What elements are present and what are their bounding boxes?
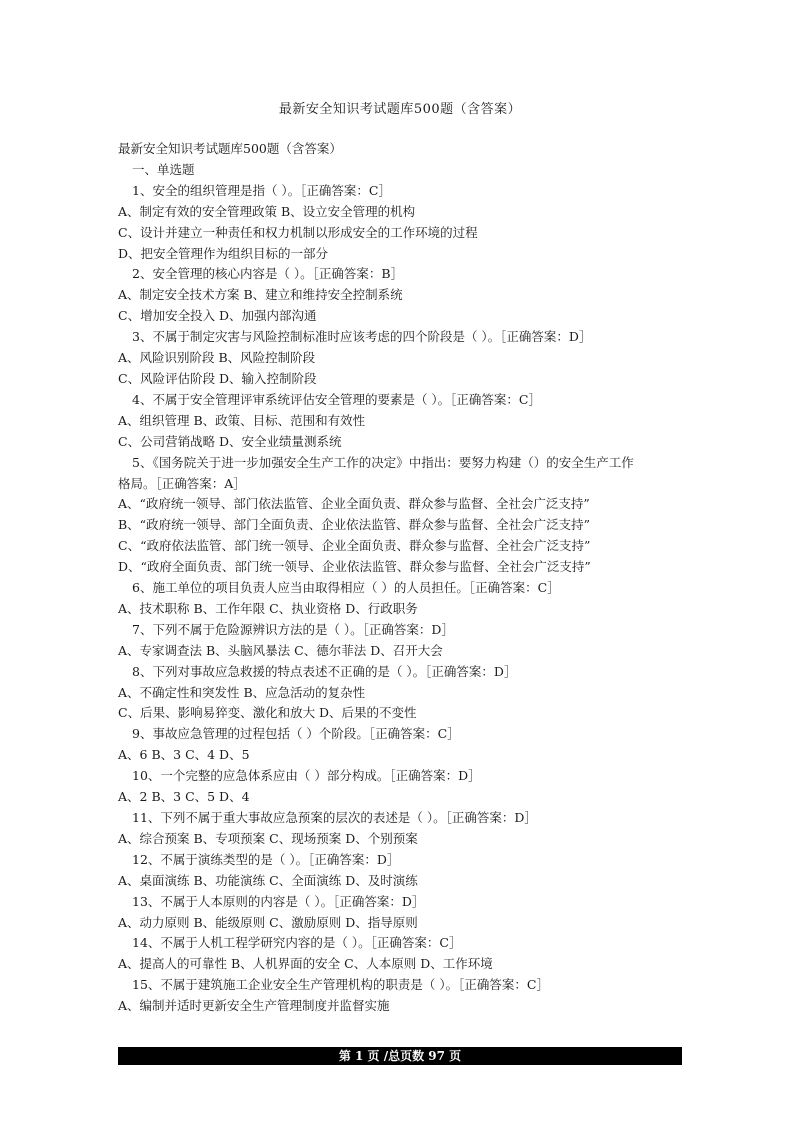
question-line: 9、事故应急管理的过程包括（ ）个阶段。［正确答案：C］ <box>132 726 460 742</box>
page-number-label: 第 1 页 /总页数 97 页 <box>338 1049 462 1063</box>
option-line: A、专家调查法 B、头脑风暴法 C、德尔菲法 D、召开大会 <box>118 642 443 658</box>
option-line: A、提高人的可靠性 B、人机界面的安全 C、人本原则 D、工作环境 <box>118 956 493 972</box>
option-line: A、组织管理 B、政策、目标、范围和有效性 <box>118 412 366 428</box>
question-line: 10、一个完整的应急体系应由（ ）部分构成。［正确答案：D］ <box>132 768 481 784</box>
option-line: C、后果、影响易猝变、激化和放大 D、后果的不变性 <box>118 705 417 721</box>
question-line: 1、安全的组织管理是指（ ）。［正确答案：C］ <box>132 182 391 198</box>
option-line: C、设计并建立一种责任和权力机制以形成安全的工作环境的过程 <box>118 224 478 240</box>
option-line: A、“政府统一领导、部门依法监管、企业全面负责、群众参与监督、全社会广泛支持” <box>118 496 590 512</box>
option-line: A、综合预案 B、专项预案 C、现场预案 D、个别预案 <box>118 830 418 846</box>
question-line: 3、不属于制定灾害与风险控制标准时应该考虑的四个阶段是（ ）。［正确答案：D］ <box>132 329 592 345</box>
question-line: 11、下列不属于重大事故应急预案的层次的表述是（ ）。［正确答案：D］ <box>132 810 537 825</box>
question-line: 6、施工单位的项目负责人应当由取得相应（ ）的人员担任。［正确答案：C］ <box>132 580 560 596</box>
option-line: A、动力原则 B、能级原则 C、激励原则 D、指导原则 <box>118 914 418 930</box>
option-line: A、制定有效的安全管理政策 B、设立安全管理的机构 <box>118 203 416 219</box>
document-title: 最新安全知识考试题库500题（含答案） <box>118 141 342 156</box>
question-list <box>118 181 693 1017</box>
option-line: C、风险评估阶段 D、输入控制阶段 <box>118 370 317 386</box>
question-line: 8、下列对事故应急救援的特点表述不正确的是（ ）。［正确答案：D］ <box>132 663 517 679</box>
question-line: 2、安全管理的核心内容是（ ）。［正确答案：B］ <box>132 266 404 282</box>
question-line: 4、不属于安全管理评审系统评估安全管理的要素是（ ）。［正确答案：C］ <box>132 391 541 407</box>
option-line: A、编制并适时更新安全生产管理制度并监督实施 <box>118 998 390 1014</box>
question-line: 13、不属于人本原则的内容是（ ）。［正确答案：D］ <box>132 893 425 909</box>
option-line: A、2 B、3 C、5 D、4 <box>118 789 250 805</box>
question-line: 7、下列不属于危险源辨识方法的是（ ）。［正确答案：D］ <box>132 621 454 637</box>
option-line: A、桌面演练 B、功能演练 C、全面演练 D、及时演练 <box>118 872 418 888</box>
section-heading: 一、单选题 <box>132 161 195 177</box>
question-line: 12、不属于演练类型的是（ ）。［正确答案：D］ <box>132 851 400 867</box>
option-line: 格局。［正确答案：A］ <box>118 475 246 491</box>
option-line: C、“政府依法监管、部门统一领导、企业全面负责、群众参与监督、全社会广泛支持” <box>118 538 591 554</box>
option-line: A、制定安全技术方案 B、建立和维持安全控制系统 <box>118 287 403 303</box>
option-line: A、6 B、3 C、4 D、5 <box>118 747 250 763</box>
page-header-title: 最新安全知识考试题库500题（含答案） <box>278 102 522 117</box>
document-body <box>118 139 693 1017</box>
question-line: 15、不属于建筑施工企业安全生产管理机构的职责是（ ）。［正确答案：C］ <box>132 977 549 993</box>
question-line: 14、不属于人机工程学研究内容的是（ ）。［正确答案：C］ <box>132 935 462 951</box>
option-line: B、“政府统一领导、部门全面负责、企业依法监管、群众参与监督、全社会广泛支持” <box>118 517 590 533</box>
option-line: D、“政府全面负责、部门统一领导、企业依法监管、群众参与监督、全社会广泛支持” <box>118 559 591 575</box>
option-line: D、把安全管理作为组织目标的一部分 <box>118 245 329 261</box>
option-line: A、技术职称 B、工作年限 C、执业资格 D、行政职务 <box>118 600 418 616</box>
option-line: A、不确定性和突发性 B、应急活动的复杂性 <box>118 684 366 700</box>
option-line: C、公司营销战略 D、安全业绩量测系统 <box>118 433 342 449</box>
question-line: 5、《国务院关于进一步加强安全生产工作的决定》中指出：要努力构建（）的安全生产工作 <box>132 454 634 470</box>
page-footer <box>118 1047 682 1065</box>
option-line: A、风险识别阶段 B、风险控制阶段 <box>118 350 316 366</box>
option-line: C、增加安全投入 D、加强内部沟通 <box>118 308 317 324</box>
